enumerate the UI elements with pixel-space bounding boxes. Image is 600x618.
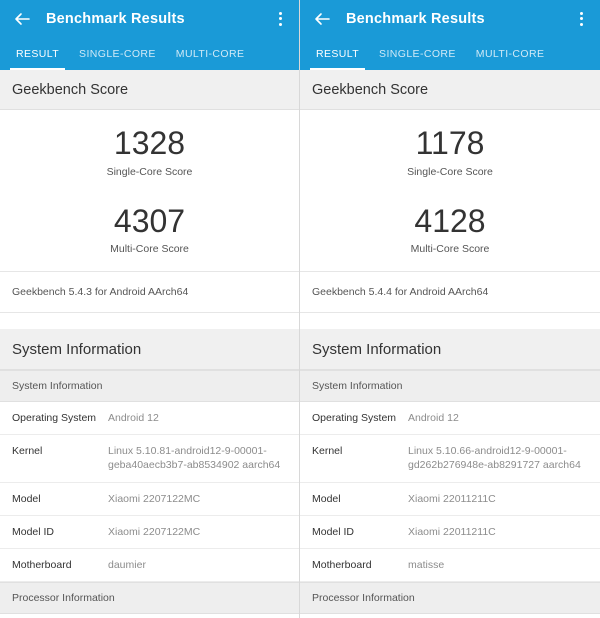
multi-core-score-label: Multi-Core Score <box>410 243 490 256</box>
row-value: Xiaomi 22011211C <box>408 492 496 505</box>
arrow-left-icon[interactable] <box>12 9 32 29</box>
phone-screen-right <box>300 0 600 618</box>
multi-core-score-value: 4307 <box>113 202 186 239</box>
geekbench-version-text: Geekbench 5.4.3 for Android AArch64 <box>0 271 299 313</box>
app-bar <box>300 0 600 37</box>
row-key: Model ID <box>12 525 55 538</box>
scroll-content[interactable] <box>300 70 600 618</box>
row-key: Motherboard <box>12 558 72 571</box>
row-key: Operating System <box>312 412 397 425</box>
system-information-heading: System Information <box>300 329 600 370</box>
single-core-score-block <box>300 110 600 182</box>
row-value: Xiaomi 2207122MC <box>108 492 201 505</box>
single-core-score-block <box>0 110 299 182</box>
multi-core-score-value: 4128 <box>414 202 486 239</box>
page-title: Benchmark Results <box>46 10 185 27</box>
row-key: Model <box>312 492 341 505</box>
row-key: Motherboard <box>312 558 372 571</box>
row-key: Operating System <box>12 412 97 425</box>
row-value: Android 12 <box>108 412 159 425</box>
table-row <box>300 516 600 549</box>
row-value: matisse <box>408 558 445 571</box>
tab-single-core[interactable]: SINGLE-CORE <box>79 47 156 60</box>
multi-core-score-block <box>0 182 299 272</box>
app-bar <box>0 0 299 37</box>
row-value: daumier <box>108 558 146 571</box>
table-row <box>300 402 600 435</box>
system-information-heading: System Information <box>0 329 299 370</box>
page-title: Benchmark Results <box>346 10 485 27</box>
tab-result[interactable]: RESULT <box>306 37 369 70</box>
row-key: Model ID <box>312 525 355 538</box>
table-row <box>0 516 299 549</box>
tab-multi-core[interactable]: MULTI-CORE <box>175 47 245 60</box>
table-row <box>0 435 299 482</box>
arrow-left-icon[interactable] <box>312 9 332 29</box>
section-spacer <box>300 313 600 329</box>
row-value: Xiaomi 2207122MC <box>108 525 201 538</box>
row-key: Model <box>12 492 41 505</box>
row-value: Linux 5.10.81-android12-9-00001-geba40aecb3b7-ab8534902 aarch64 <box>108 445 281 472</box>
tab-result[interactable]: RESULT <box>6 37 69 70</box>
row-key: Kernel <box>312 445 343 458</box>
section-spacer <box>0 313 299 329</box>
tab-single-core[interactable]: SINGLE-CORE <box>379 47 456 60</box>
kebab-menu-icon[interactable] <box>572 9 590 29</box>
single-core-score-value: 1328 <box>113 125 186 161</box>
multi-core-score-label: Multi-Core Score <box>110 243 189 256</box>
table-row <box>300 435 600 482</box>
processor-information-subheading: Processor Information <box>300 582 600 614</box>
row-value: Xiaomi 22011211C <box>408 525 496 538</box>
multi-core-score-block <box>300 182 600 272</box>
single-core-score-label: Single-Core Score <box>106 165 193 178</box>
row-key: Kernel <box>12 445 43 458</box>
table-row <box>0 402 299 435</box>
single-core-score-label: Single-Core Score <box>407 165 493 178</box>
tab-multi-core[interactable]: MULTI-CORE <box>475 47 545 60</box>
tab-bar <box>0 37 299 70</box>
single-core-score-value: 1178 <box>415 125 485 161</box>
table-row <box>0 549 299 582</box>
table-row <box>0 483 299 516</box>
system-information-subheading: System Information <box>0 370 299 402</box>
geekbench-version-text: Geekbench 5.4.4 for Android AArch64 <box>300 271 600 313</box>
table-row <box>300 483 600 516</box>
tab-bar <box>300 37 600 70</box>
kebab-menu-icon[interactable] <box>271 9 289 29</box>
geekbench-score-heading: Geekbench Score <box>0 70 299 110</box>
system-information-subheading: System Information <box>300 370 600 402</box>
geekbench-score-heading: Geekbench Score <box>300 70 600 110</box>
row-value: Android 12 <box>408 412 459 425</box>
row-value: Linux 5.10.66-android12-9-00001-gd262b276948e-ab8291727 aarch64 <box>408 445 581 472</box>
processor-information-subheading: Processor Information <box>0 582 299 614</box>
table-row <box>300 549 600 582</box>
scroll-content[interactable] <box>0 70 299 618</box>
